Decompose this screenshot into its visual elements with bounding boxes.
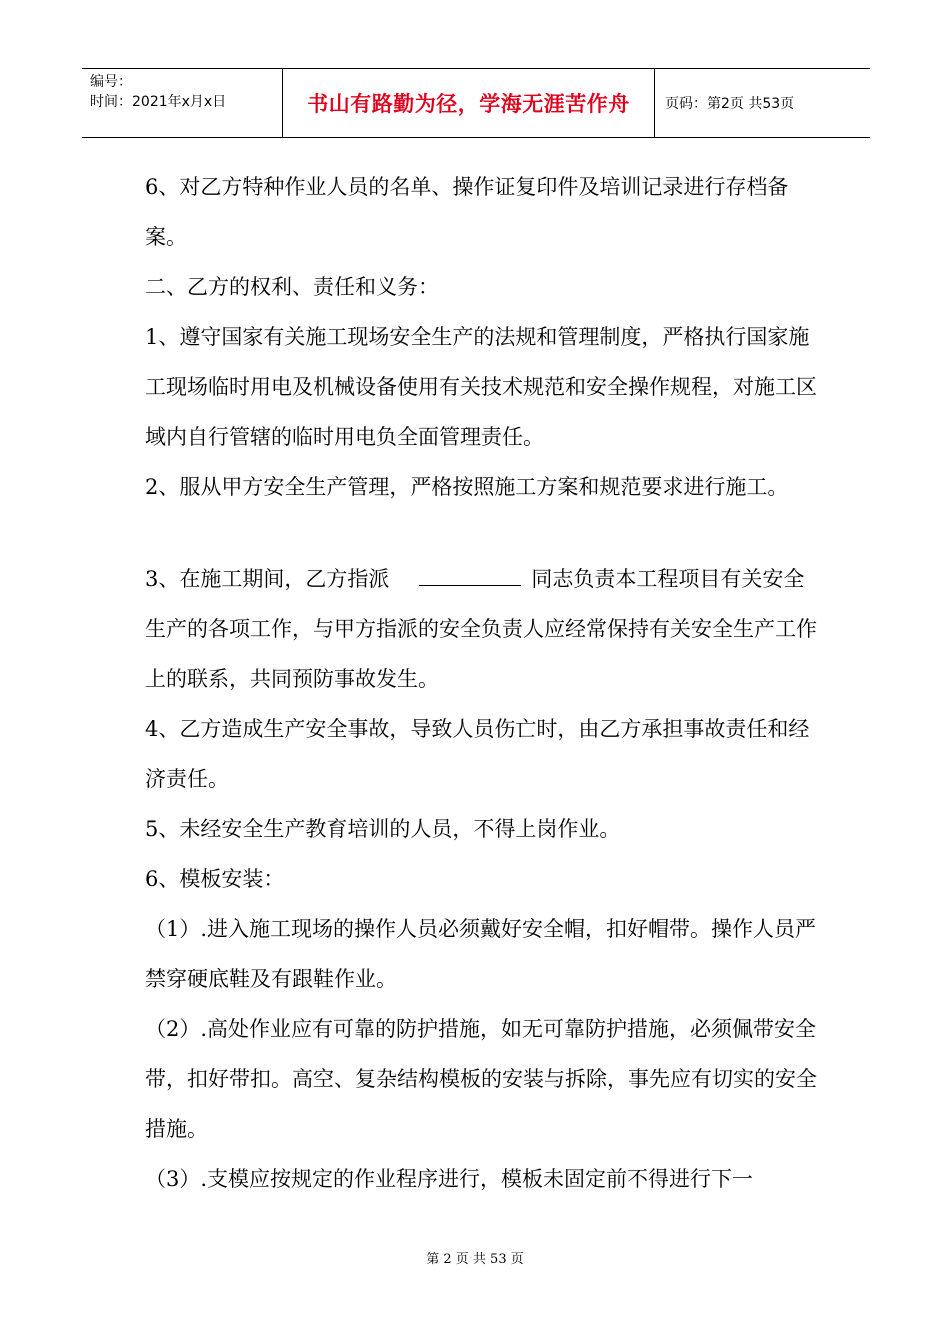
fill-in-blank[interactable]: [419, 563, 521, 586]
document-number-label: 编号：: [90, 74, 132, 90]
paragraph-1: 6、对乙方特种作业人员的名单、操作证复印件及培训记录进行存档备案。: [145, 175, 789, 249]
page-header: [82, 68, 870, 138]
page-footer: 第 2 页 共 53 页: [426, 1252, 524, 1267]
paragraph-9: （1）.进入施工现场的操作人员必须戴好安全帽，扣好帽带。操作人员严禁穿硬底鞋及有跟鞋作业。: [145, 917, 817, 991]
header-meta: [82, 69, 282, 137]
section-heading: 二、乙方的权利、责任和义务：: [145, 275, 439, 299]
paragraph-7: 5、未经安全生产教育培训的人员，不得上岗作业。: [145, 817, 621, 841]
paragraph-5: [145, 554, 825, 704]
paragraph-10: （2）.高处作业应有可靠的防护措施，如无可靠防护措施，必须佩带安全带，扣好带扣。高空、复杂结构模板的安装与拆除，事先应有切实的安全措施。: [145, 1017, 817, 1141]
paragraph-5-before: 3、在施工期间，乙方指派: [145, 567, 390, 591]
header-page-info: 页码：第2页 共53页: [665, 96, 795, 112]
paragraph-6: 4、乙方造成生产安全事故，导致人员伤亡时，由乙方承担事故责任和经济责任。: [145, 717, 810, 791]
paragraph-3: 1、遵守国家有关施工现场安全生产的法规和管理制度，严格执行国家施工现场临时用电及机械设备使用有关技术规范和安全操作规程，对施工区域内自行管辖的临时用电负全面管理责任。: [145, 325, 817, 449]
paragraph-11: （3）.支模应按规定的作业程序进行，模板未固定前不得进行下一: [145, 1167, 754, 1191]
paragraph-5-after: 同志负责本工程项目有关安全生产的各项工作，与甲方指派的安全负责人应经常保持有关安全生产工作上的联系，共同预防事故发生。: [145, 567, 817, 691]
header-motto: 书山有路勤为径，学海无涯苦作舟: [282, 69, 655, 137]
paragraph-4: 2、服从甲方安全生产管理，严格按照施工方案和规范要求进行施工。: [145, 475, 789, 499]
document-body: [145, 162, 825, 1204]
paragraph-8: 6、模板安装：: [145, 867, 285, 891]
document-date: 时间：2021年x月x日: [90, 94, 227, 110]
